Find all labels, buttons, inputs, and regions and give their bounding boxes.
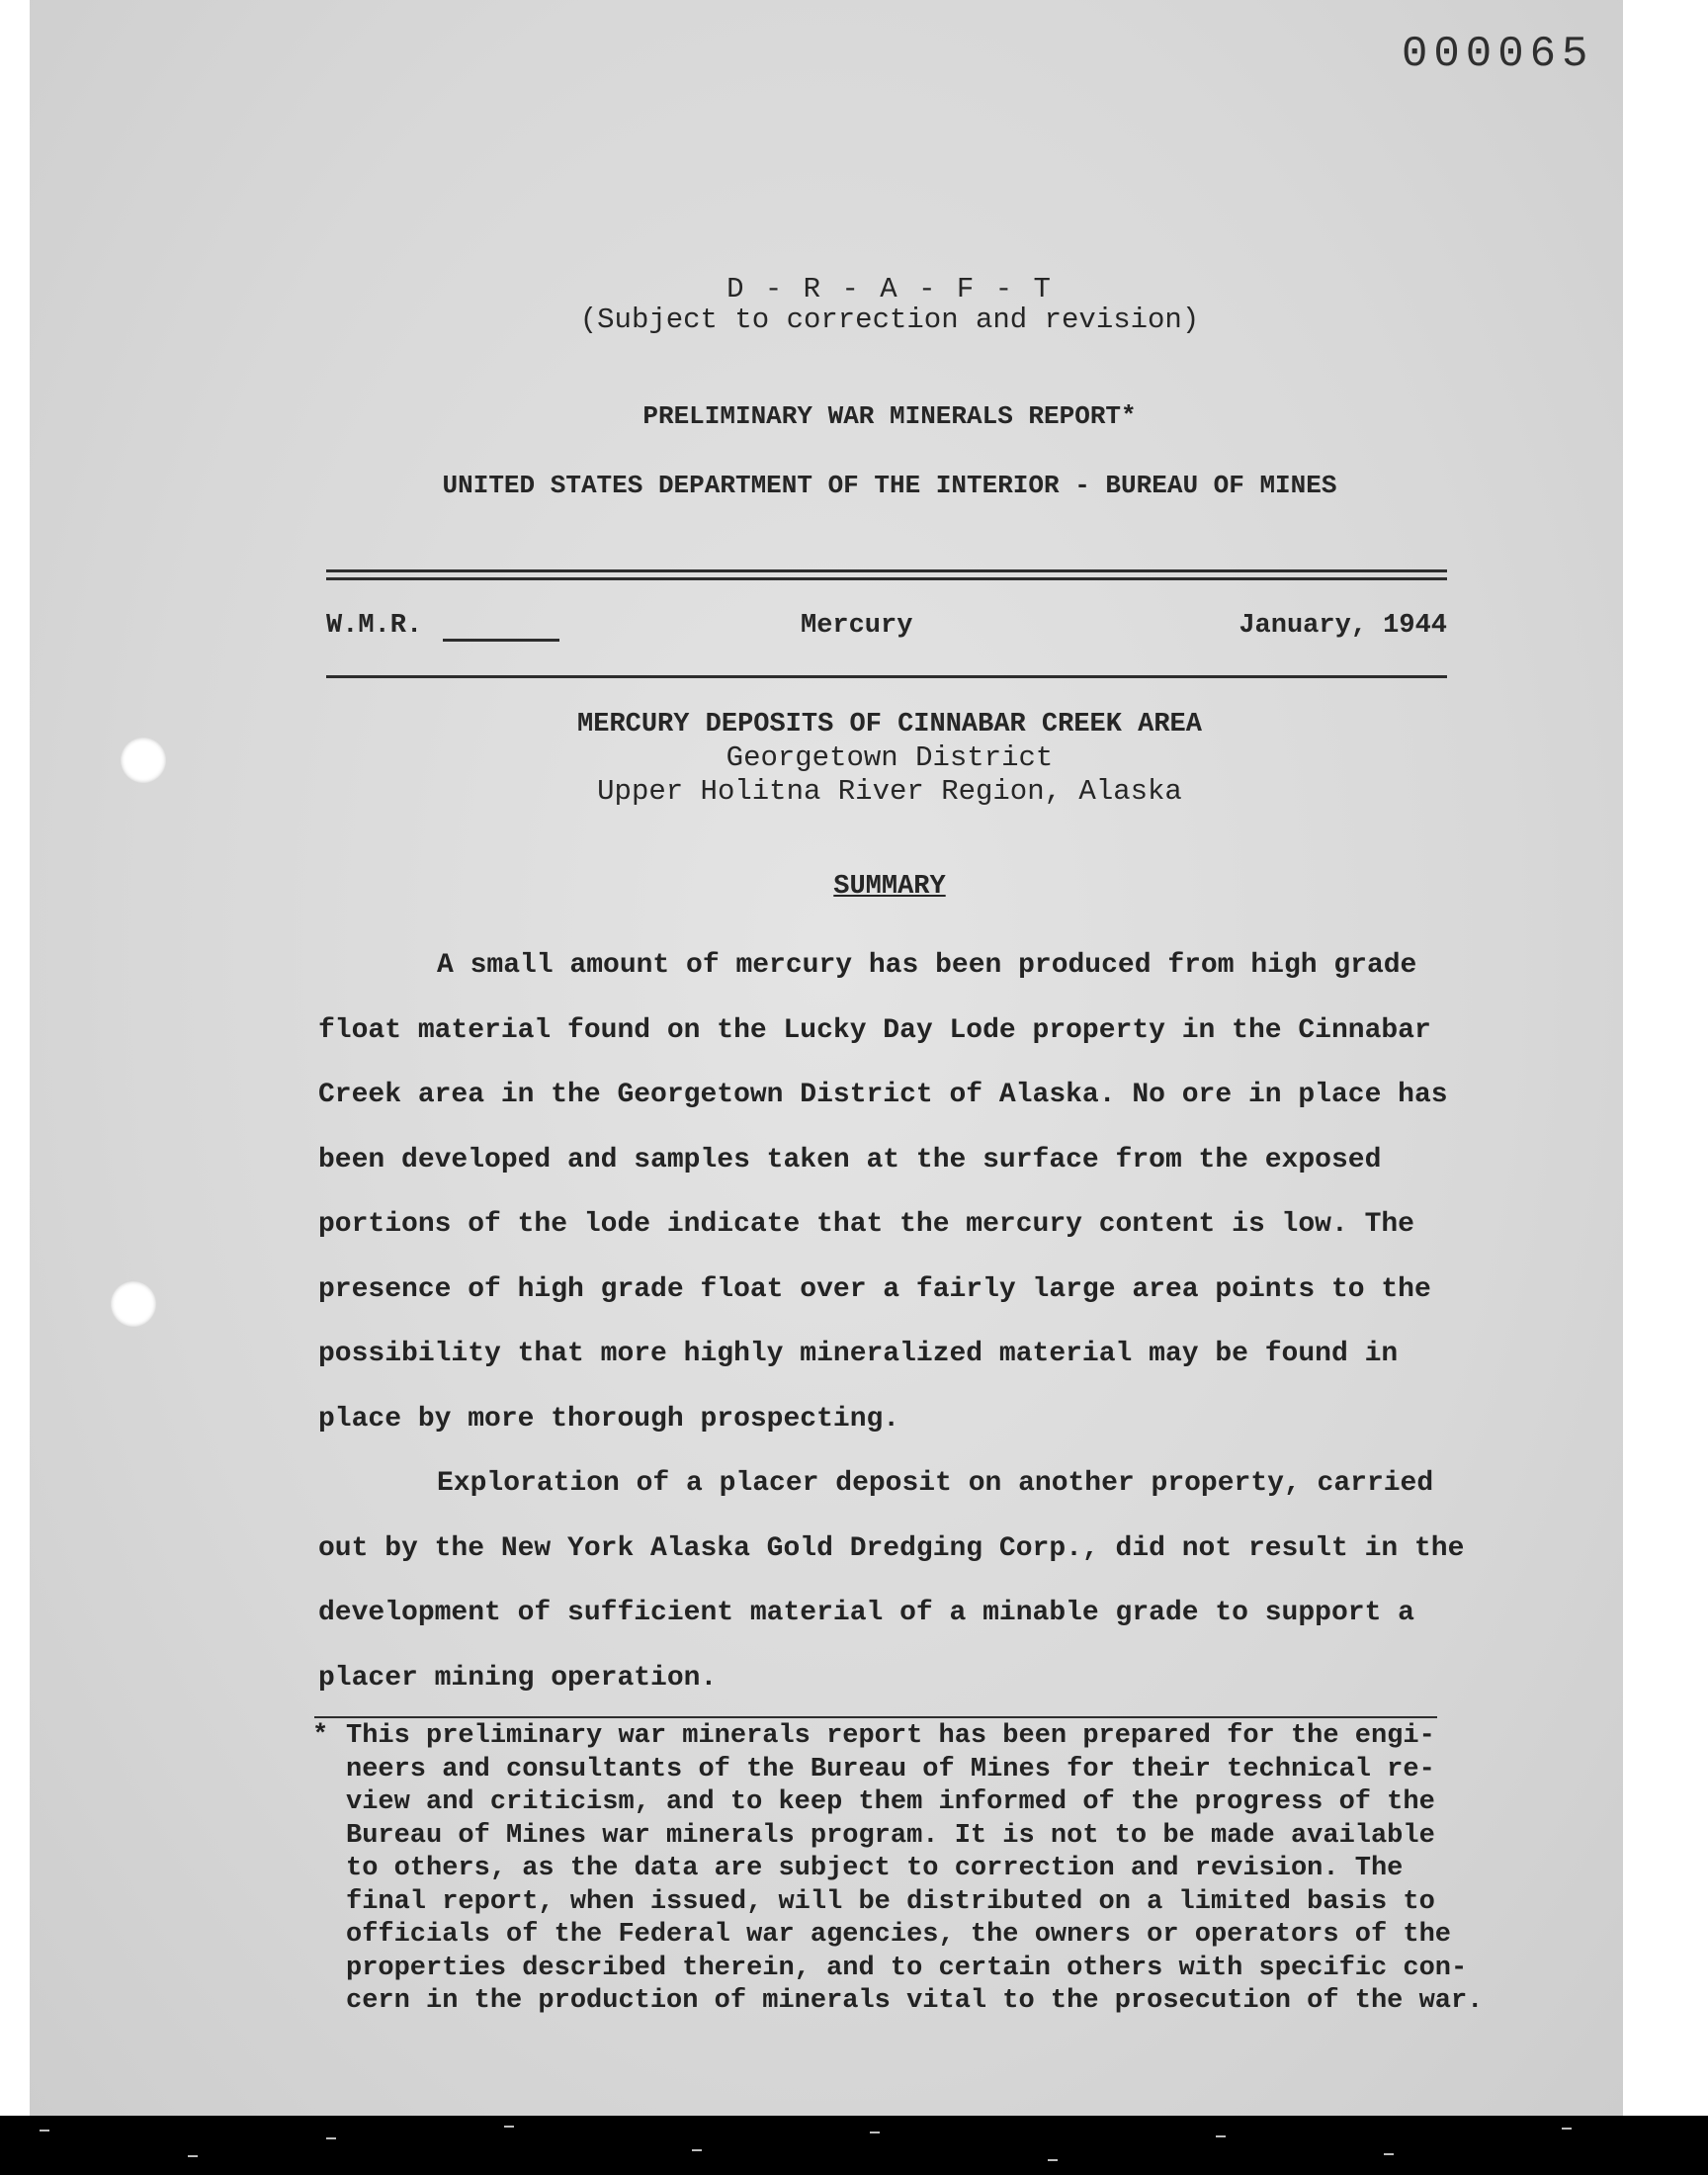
punch-hole-lower	[111, 1281, 156, 1327]
draft-subtitle: (Subject to correction and revision)	[579, 304, 1200, 336]
scanner-tick	[326, 2137, 336, 2139]
wmr-label: W.M.R.	[326, 611, 423, 641]
report-meta-row	[326, 611, 1447, 651]
footnote-line-text: This preliminary war minerals report has been prepared for the engi-	[346, 1721, 1435, 1751]
scanner-tick	[692, 2149, 702, 2151]
document-number: 000065	[1402, 30, 1594, 79]
deposit-heading: MERCURY DEPOSITS OF CINNABAR CREEK AREA	[577, 710, 1202, 740]
footnote-line: view and criticism, and to keep them informed of the progress of the	[346, 1787, 1435, 1817]
footnote-line: cern in the production of minerals vital to the prosecution of the war.	[346, 1986, 1484, 2016]
punch-hole-upper	[121, 738, 166, 783]
report-title: PRELIMINARY WAR MINERALS REPORT*	[642, 401, 1137, 431]
wmr-number-blank	[443, 611, 559, 642]
footnote-line: officials of the Federal war agencies, the owners or operators of the	[346, 1920, 1451, 1950]
footnote-rule	[314, 1716, 1437, 1718]
summary-body	[318, 933, 1465, 1710]
footnote	[312, 1720, 1518, 2019]
footnote-line: Bureau of Mines war minerals program. It is not to be made available	[346, 1820, 1435, 1851]
footnote-line	[312, 1720, 1518, 1754]
agency-line: UNITED STATES DEPARTMENT OF THE INTERIOR - BUREAU OF MINES	[442, 471, 1337, 500]
footnote-line: to others, as the data are subject to correction and revision. The	[346, 1854, 1404, 1883]
summary-heading: SUMMARY	[833, 872, 946, 902]
scanner-tick	[40, 2130, 49, 2132]
scanner-tick	[1384, 2153, 1394, 2155]
region-heading: Upper Holitna River Region, Alaska	[597, 775, 1182, 808]
footnote-line: properties described therein, and to certain others with specific con-	[346, 1953, 1468, 1983]
draft-title: D - R - A - F - T	[726, 273, 1053, 305]
footnote-line: final report, when issued, will be distributed on a limited basis to	[346, 1886, 1435, 1917]
footnote-line: neers and consultants of the Bureau of Mines for their technical re-	[346, 1754, 1435, 1784]
document-page	[30, 0, 1623, 2116]
summary-paragraph: Exploration of a placer deposit on another property, carried out by the New York Alaska Gold Dredging Corp., did not result in the development of sufficient material of a minable grade to support a placer mining operation.	[318, 1468, 1465, 1694]
scanner-tick	[1562, 2128, 1572, 2130]
commodity-label: Mercury	[801, 611, 913, 641]
summary-paragraph: A small amount of mercury has been produced from high grade float material found on the Lucky Day Lode property in the Cinnabar Creek area in the Georgetown District of Alaska. No ore in place has been developed and samples taken at the surface from the exposed portions of the lode indicate that the mercury content is low. The presence of high grade float over a fairly large area points to the possibility that more highly mineralized material may be found in place by more thorough prospecting.	[318, 950, 1448, 1435]
header-rule-top-double	[326, 577, 1447, 580]
scanner-tick	[1216, 2135, 1226, 2137]
report-date: January, 1944	[1238, 611, 1447, 641]
scanner-border	[0, 2116, 1708, 2175]
header-rule-bottom	[326, 675, 1447, 678]
scanner-tick	[1048, 2159, 1058, 2161]
district-heading: Georgetown District	[726, 741, 1054, 774]
scanner-tick	[188, 2155, 198, 2157]
scanner-tick	[870, 2132, 880, 2133]
footnote-marker: *	[312, 1721, 329, 1751]
scanner-tick	[504, 2126, 514, 2128]
header-rule-top	[326, 569, 1447, 572]
